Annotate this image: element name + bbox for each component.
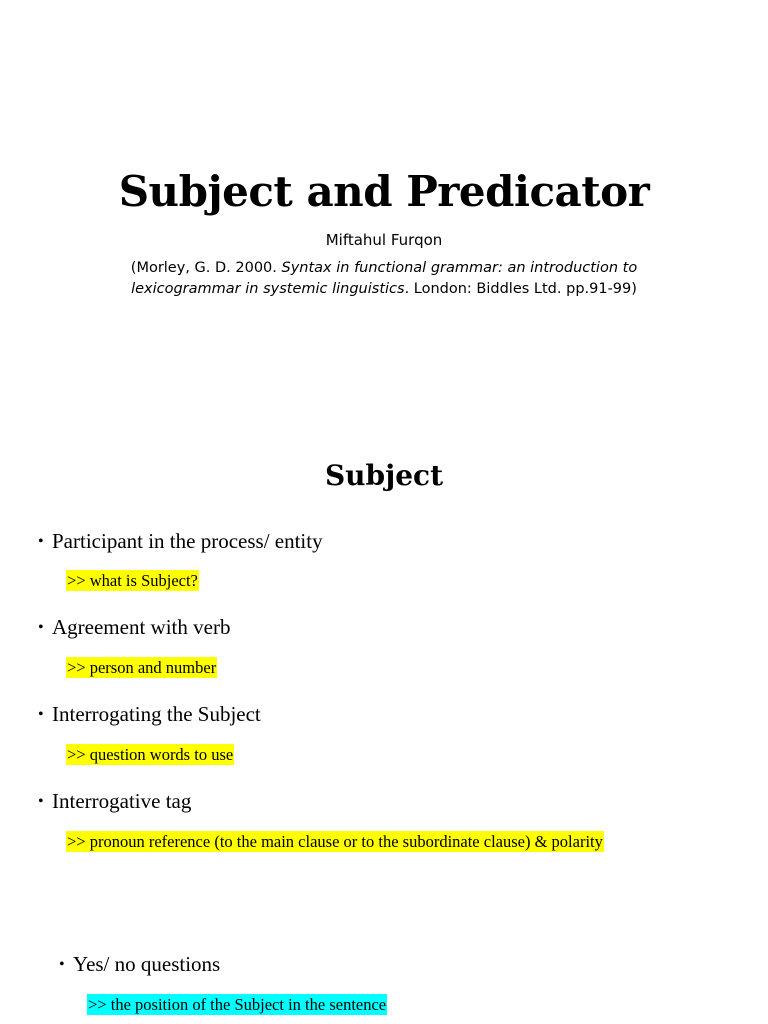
highlight-note: >> pronoun reference (to the main clause or to the subordinate clause) & polarity: [67, 832, 603, 851]
highlight-note: >> what is Subject?: [67, 571, 198, 590]
highlight-note: >> question words to use: [67, 745, 234, 764]
highlight-note: >> person and number: [67, 658, 217, 677]
bullet-text: Interrogative tag: [52, 789, 192, 813]
bullet-glyph: •: [59, 956, 65, 973]
bullet-text: Yes/ no questions: [73, 952, 221, 976]
bullet-item: [38, 528, 323, 555]
presentation-title: Subject and Predicator: [118, 167, 650, 216]
bullet-text: Participant in the process/ entity: [52, 529, 323, 553]
citation: [84, 258, 684, 300]
bullet-item: [38, 788, 191, 815]
subject-slide: [0, 420, 768, 1024]
bullet-item: [38, 614, 230, 641]
highlight-note-cyan: >> the position of the Subject in the sentence: [88, 995, 387, 1014]
citation-prefix: (Morley, G. D. 2000.: [130, 260, 282, 276]
citation-book-title: Syntax in functional grammar: an introduction to lexicogrammar in systemic linguistics: [131, 260, 638, 297]
citation-suffix: . London: Biddles Ltd. pp.91-99): [404, 281, 637, 297]
slide-title: Subject: [324, 459, 444, 492]
bullet-glyph: •: [38, 793, 44, 810]
title-slide: [0, 0, 768, 420]
bullet-glyph: •: [38, 706, 44, 723]
bullet-text: Interrogating the Subject: [52, 702, 261, 726]
bullet-item: [59, 951, 220, 978]
author-name: Miftahul Furqon: [325, 231, 443, 249]
bullet-glyph: •: [38, 533, 44, 550]
bullet-text: Agreement with verb: [52, 615, 231, 639]
bullet-glyph: •: [38, 619, 44, 636]
bullet-item: [38, 701, 261, 728]
